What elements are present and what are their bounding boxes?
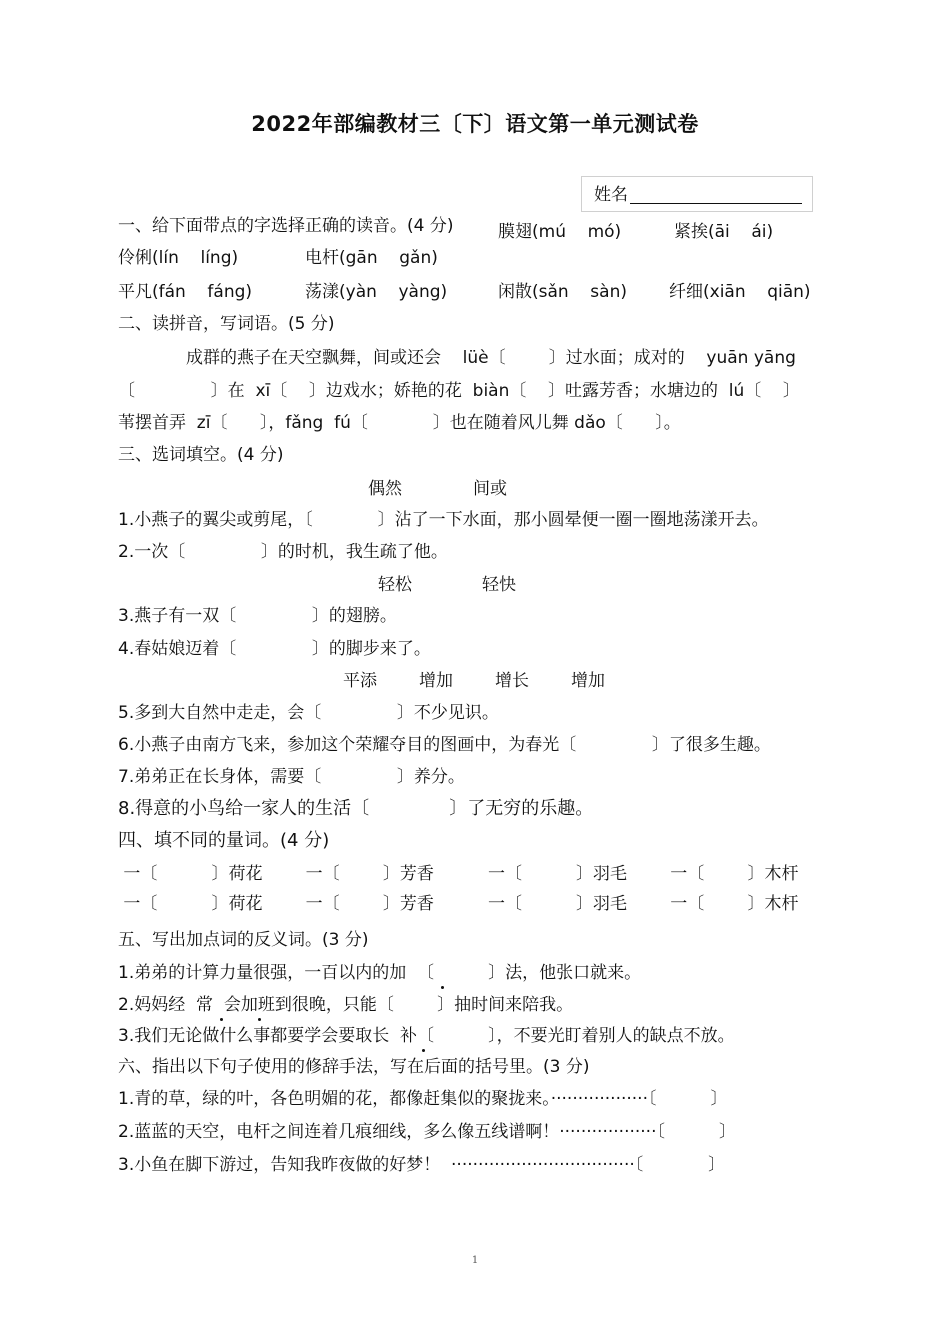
s3-question: 2.一次〔 〕的时机，我生疏了他。 [118, 542, 448, 562]
s1-item: 纤细(xiān qiān) [669, 282, 811, 302]
s3-question: 6.小燕子由南方飞来，参加这个荣耀夺目的图画中，为春光〔 〕了很多生趣。 [118, 735, 771, 755]
emphasis-dot [258, 1018, 261, 1021]
s5-question: 3.我们无论做什么事都要学会要取长 补〔 〕，不要光盯着别人的缺点不放。 [118, 1026, 735, 1046]
s1-item: 荡漾(yàn yàng) [305, 282, 448, 302]
word-option: 增长 [495, 671, 529, 691]
s1-item: 平凡(fán fáng) [118, 282, 253, 302]
emphasis-dot [422, 1049, 425, 1052]
page-number: 1 [471, 1255, 479, 1266]
s5-question: 1.弟弟的计算力量很强，一百以内的加 〔 〕法，他张口就来。 [118, 963, 642, 983]
section-5-heading: 五、写出加点词的反义词。(3 分) [118, 930, 369, 950]
s4-row: 一〔 〕荷花 一〔 〕芳香 一〔 〕羽毛 一〔 〕木杆 [118, 864, 799, 884]
s3-question: 1.小燕子的翼尖或剪尾，〔 〕沾了一下水面，那小圆晕便一圈一圈地荡漾开去。 [118, 510, 769, 530]
name-box [581, 176, 813, 212]
word-option: 偶然 [368, 479, 402, 499]
word-option: 间或 [473, 479, 507, 499]
section-3-heading: 三、选词填空。(4 分) [118, 445, 284, 465]
word-option: 增加 [571, 671, 605, 691]
word-option: 轻快 [482, 575, 516, 595]
page-title: 2022年部编教材三〔下〕语文第一单元测试卷 [251, 112, 699, 136]
section-2-heading: 二、读拼音，写词语。(5 分) [118, 314, 335, 334]
s2-line: 苇摆首弄 zī〔 〕，fǎng fú〔 〕也在随着风儿舞 dǎo〔 〕。 [118, 413, 681, 433]
s3-question: 7.弟弟正在长身体，需要〔 〕养分。 [118, 767, 465, 787]
word-option: 增加 [419, 671, 453, 691]
s3-question: 8.得意的小鸟给一家人的生活〔 〕了无穷的乐趣。 [118, 798, 594, 819]
s3-question: 4.春姑娘迈着〔 〕的脚步来了。 [118, 639, 431, 659]
s1-item: 电杆(gān gǎn) [305, 248, 438, 268]
s1-item: 膜翅(mú mó) [498, 222, 622, 242]
s1-item: 闲散(sǎn sàn) [498, 282, 627, 302]
s4-row: 一〔 〕荷花 一〔 〕芳香 一〔 〕羽毛 一〔 〕木杆 [118, 894, 799, 914]
s3-question: 5.多到大自然中走走，会〔 〕不少见识。 [118, 703, 499, 723]
s6-question: 1.青的草，绿的叶，各色明媚的花，都像赶集似的聚拢来。··················〔 〕 [118, 1089, 728, 1109]
name-label: 姓名 [594, 185, 628, 205]
name-field[interactable] [630, 203, 802, 204]
emphasis-dot [441, 986, 444, 989]
s6-question: 2.蓝蓝的天空，电杆之间连着几痕细线，多么像五线谱啊！··················〔 〕 [118, 1122, 737, 1142]
s1-item: 紧挨(āi ái) [674, 222, 774, 242]
s5-question: 2.妈妈经 常 会加班到很晚，只能〔 〕抽时间来陪我。 [118, 995, 574, 1015]
emphasis-dot [220, 1018, 223, 1021]
section-4-heading: 四、填不同的量词。(4 分) [118, 830, 330, 851]
s2-line: 〔 〕在 xī〔 〕边戏水；娇艳的花 biàn〔 〕吐露芳香；水塘边的 lú〔 〕 [118, 381, 800, 401]
section-1-heading: 一、给下面带点的字选择正确的读音。(4 分) [118, 216, 454, 236]
s2-line: 成群的燕子在天空飘舞，间或还会 lüè〔 〕过水面；成对的 yuān yāng [186, 348, 796, 368]
s1-item: 伶俐(lín líng) [118, 248, 239, 268]
word-option: 平添 [343, 671, 377, 691]
section-6-heading: 六、指出以下句子使用的修辞手法，写在后面的括号里。(3 分) [118, 1057, 590, 1077]
s3-question: 3.燕子有一双〔 〕的翅膀。 [118, 606, 397, 626]
word-option: 轻松 [378, 575, 412, 595]
s6-question: 3.小鱼在脚下游过，告知我昨夜做的好梦！ ··································〔 〕 [118, 1155, 726, 1175]
